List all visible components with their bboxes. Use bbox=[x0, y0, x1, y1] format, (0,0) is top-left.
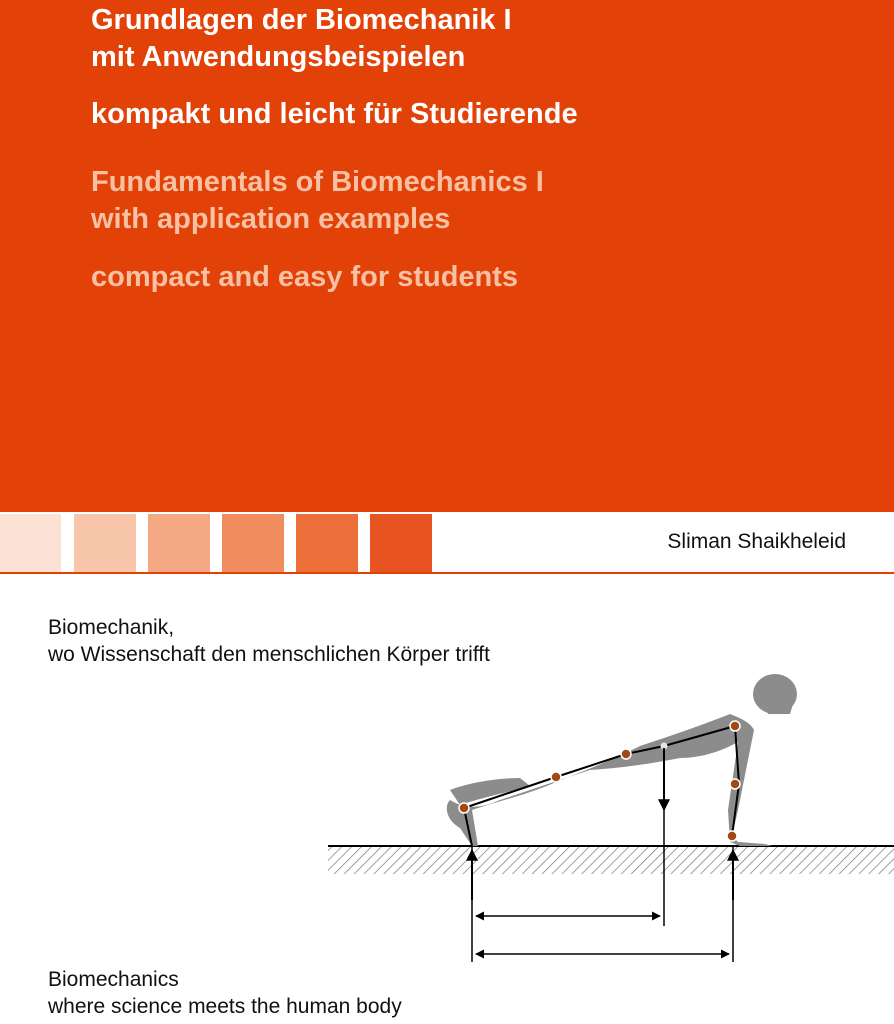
ground-surface bbox=[328, 846, 894, 874]
title-german-line-2: mit Anwendungsbeispielen bbox=[91, 41, 466, 73]
color-stripe-6 bbox=[370, 514, 432, 572]
divider-line bbox=[0, 572, 894, 574]
title-english-line-1: Fundamentals of Biomechanics I bbox=[91, 166, 544, 198]
caption-english-line-2: where science meets the human body bbox=[48, 995, 402, 1018]
color-stripe-3 bbox=[148, 514, 210, 572]
dimension-lines bbox=[472, 810, 733, 962]
subtitle-german: kompakt und leicht für Studierende bbox=[91, 98, 578, 130]
author-name: Sliman Shaikheleid bbox=[667, 530, 846, 553]
title-german-line-1: Grundlagen der Biomechanik I bbox=[91, 4, 512, 36]
subtitle-english: compact and easy for students bbox=[91, 261, 519, 293]
caption-german-line-2: wo Wissenschaft den menschlichen Körper trifft bbox=[48, 643, 490, 666]
title-english-line-2: with application examples bbox=[91, 203, 451, 235]
pushup-biomechanics-figure bbox=[320, 660, 894, 970]
human-silhouette bbox=[447, 674, 797, 846]
color-stripe-4 bbox=[222, 514, 284, 572]
color-stripe-5 bbox=[296, 514, 358, 572]
color-stripe-1 bbox=[0, 514, 61, 572]
caption-english-line-1: Biomechanics bbox=[48, 968, 179, 991]
force-arrows bbox=[472, 748, 733, 900]
color-stripe-2 bbox=[74, 514, 136, 572]
caption-german-line-1: Biomechanik, bbox=[48, 616, 175, 639]
